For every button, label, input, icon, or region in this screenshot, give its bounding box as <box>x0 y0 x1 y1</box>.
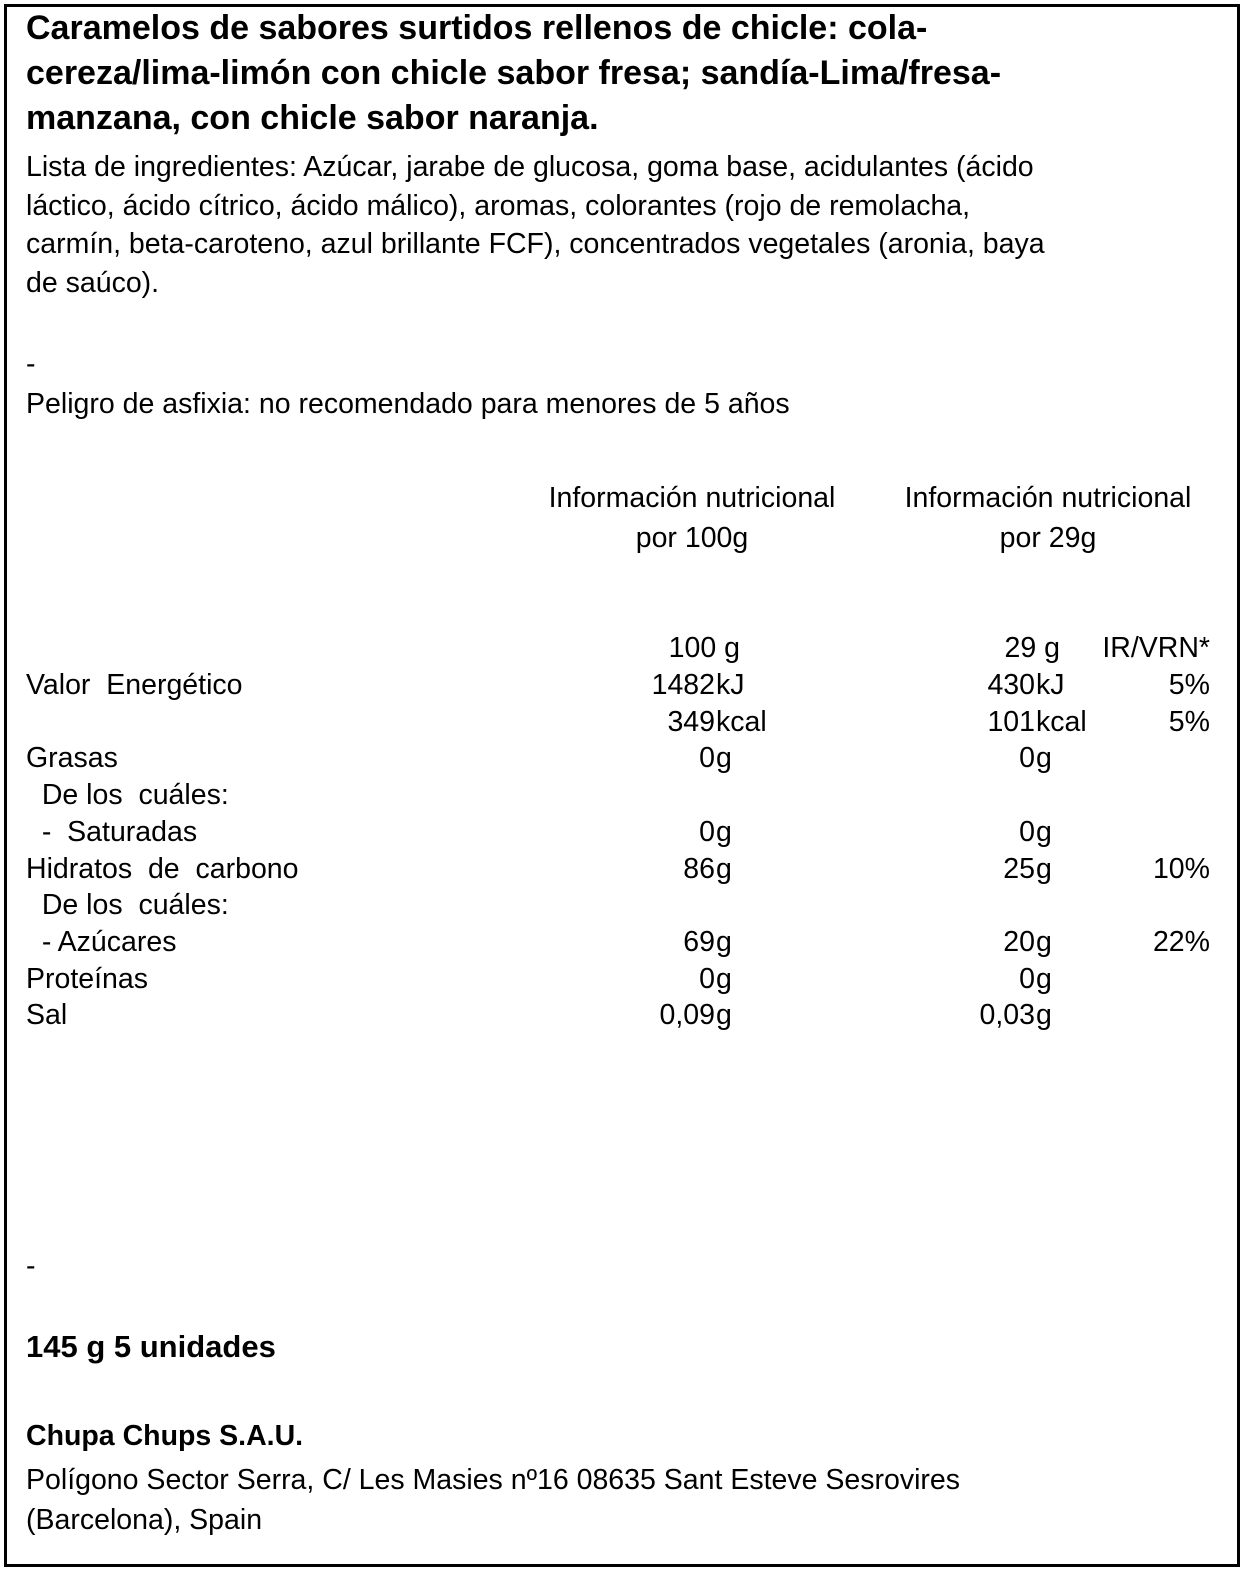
ingredients-list <box>26 148 1045 302</box>
ir-vrn-percent: 5% <box>1168 669 1210 701</box>
separator-dash: - <box>26 348 36 380</box>
unit-per-100g: g <box>716 852 732 885</box>
unit-per-29g: kJ <box>1036 669 1065 701</box>
nutrient-label: Grasas <box>26 742 118 775</box>
ir-vrn-percent: 10% <box>1152 852 1210 885</box>
choking-warning: Peligro de asfixia: no recomendado para menores de 5 años <box>26 388 790 420</box>
separator-dash: - <box>26 1250 36 1282</box>
title-line: manzana, con chicle sabor naranja. <box>26 99 599 137</box>
address-line: Polígono Sector Serra, C/ Les Masies nº16 08635 Sant Esteve Sesrovires <box>26 1464 960 1496</box>
unit-per-29g: kcal <box>1036 705 1087 738</box>
value-per-100g: 0 <box>699 742 715 775</box>
unit-per-100g: kJ <box>716 669 745 701</box>
unit-per-29g: g <box>1036 925 1052 958</box>
ingredients-line: carmín, beta-caroteno, azul brillante FCF), concentrados vegetales (aronia, baya <box>26 228 1045 260</box>
value-per-29g: 0 <box>1019 815 1035 848</box>
value-per-29g: 0,03 <box>979 999 1035 1032</box>
value-per-100g: 1482 <box>651 669 715 701</box>
header-per-29g <box>886 480 1210 556</box>
value-per-100g: 0,09 <box>659 999 715 1032</box>
ingredients-line: Lista de ingredientes: Azúcar, jarabe de glucosa, goma base, acidulantes (ácido <box>26 151 1034 183</box>
value-per-100g: 86 <box>683 852 715 885</box>
value-per-29g: 0 <box>1019 962 1035 995</box>
value-per-100g: 349 <box>667 705 715 738</box>
net-weight: 145 g 5 unidades <box>26 1329 276 1364</box>
unit-per-29g: g <box>1036 999 1052 1032</box>
nutrient-label: Hidratos de carbono <box>26 852 299 885</box>
value-per-100g: 0 <box>699 815 715 848</box>
company-name: Chupa Chups S.A.U. <box>26 1420 304 1452</box>
unit-per-29g: g <box>1036 852 1052 885</box>
unit-per-100g: g <box>716 742 732 775</box>
nutrient-label: De los cuáles: <box>26 779 229 812</box>
ingredients-line: de saúco). <box>26 266 160 299</box>
value-per-29g: 0 <box>1019 742 1035 775</box>
nutrient-label: Sal <box>26 999 68 1032</box>
title-line: Caramelos de sabores surtidos rellenos de chicle: cola- <box>26 9 928 47</box>
header-per-100g <box>530 480 854 556</box>
header-line: Información nutricional <box>548 482 836 514</box>
column-29g: 29 g <box>1004 632 1060 664</box>
nutrient-label: - Saturadas <box>26 815 198 848</box>
unit-per-29g: g <box>1036 815 1052 848</box>
value-per-29g: 25 <box>1003 852 1035 885</box>
nutrient-label: - Azúcares <box>26 925 177 958</box>
unit-per-100g: kcal <box>716 705 767 738</box>
unit-per-100g: g <box>716 999 732 1032</box>
unit-per-100g: g <box>716 925 732 958</box>
value-per-29g: 430 <box>987 669 1035 701</box>
title-line: cereza/lima-limón con chicle sabor fresa; sandía-Lima/fresa- <box>26 54 1002 92</box>
unit-per-29g: g <box>1036 742 1052 775</box>
column-ir-vrn: IR/VRN* <box>1102 632 1210 664</box>
address-line: (Barcelona), Spain <box>26 1504 263 1536</box>
product-title <box>26 6 1001 141</box>
header-line: por 29g <box>999 522 1097 554</box>
ingredients-line: láctico, ácido cítrico, ácido málico), aromas, colorantes (rojo de remolacha, <box>26 189 971 222</box>
value-per-100g: 69 <box>683 925 715 958</box>
company-address <box>26 1460 960 1540</box>
value-per-100g: 0 <box>699 962 715 995</box>
column-100g: 100 g <box>668 632 740 664</box>
unit-per-29g: g <box>1036 962 1052 995</box>
nutrient-label: De los cuáles: <box>26 889 229 922</box>
header-line: por 100g <box>635 522 749 554</box>
nutrient-label: Valor Energético <box>26 669 243 701</box>
value-per-29g: 20 <box>1003 925 1035 958</box>
ir-vrn-percent: 22% <box>1152 925 1210 958</box>
nutrient-label: Proteínas <box>26 962 148 995</box>
unit-per-100g: g <box>716 815 732 848</box>
header-line: Información nutricional <box>904 482 1192 514</box>
value-per-29g: 101 <box>987 705 1035 738</box>
ir-vrn-percent: 5% <box>1168 705 1210 738</box>
unit-per-100g: g <box>716 962 732 995</box>
